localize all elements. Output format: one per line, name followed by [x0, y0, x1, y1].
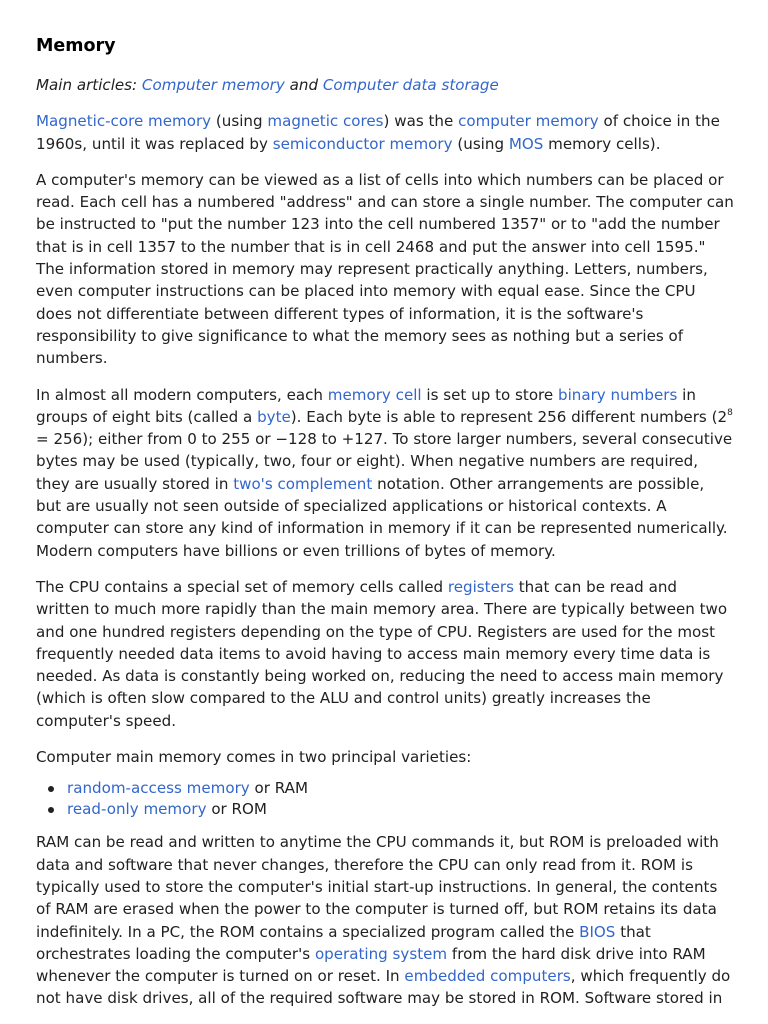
link-read-only-memory[interactable]: read-only memory: [67, 799, 207, 818]
link-magnetic-cores[interactable]: magnetic cores: [267, 112, 384, 131]
paragraph-bytes: In almost all modern computers, each memory cell is set up to store binary numbers in groups of eight bits (called a byte). Each byte is able to represent 256 different numbers $(2^8 = 256)$; either from 0 to 255 or −128 to +127. To store larger numbers, several consecutive bytes may be used (typically, two, four or eight). When negative numbers are required, they are usually stored in two's complement notation. Other arrangements are possible, but are usually not seen outside of specialized applications or historical contexts. A computer can store any kind of information in memory if it can be represented numerically. Modern computers have billions or even trillions of bytes of memory.: [36, 385, 733, 560]
list-item: random-access memory or RAM: [36, 778, 734, 799]
paragraph-memory-cells: A computer's memory can be viewed as a list of cells into which numbers can be placed or read. Each cell has a numbered "address" and can store a single number. The computer can be instructed to "put the number 123 into the cell numbered 1357" or to "add the number that is in cell 1357 to the number that is in cell 2468 and put the answer into cell 1595." The information stored in memory may represent practically anything. Letters, numbers, even computer instructions can be placed into memory with equal ease. Since the CPU does not differentiate between different types of information, it is the software's responsibility to give significance to what the memory sees as nothing but a series of numbers.: [36, 170, 734, 368]
paragraph-ram-rom: RAM can be read and written to anytime the CPU commands it, but ROM is preloaded with data and software that never changes, therefore the CPU can only read from it. ROM is typically used to store the computer's initial start-up instructions. In general, the contents of RAM are erased when the power to the computer is turned off, but ROM retains its data indefinitely. In a PC, the ROM contains a specialized program called the BIOS that orchestrates loading the computer's operating system from the hard disk drive into RAM whenever the computer is turned on or reset. In embedded computers, which frequently do not have disk drives, all of the required software may be stored in ROM. Software stored in: [36, 833, 731, 1008]
paragraph-varieties: Computer main memory comes in two principal varieties:: [36, 748, 472, 767]
section-heading: Memory: [36, 36, 116, 56]
memory-types-list: [36, 778, 734, 819]
link-binary-numbers[interactable]: binary numbers: [558, 385, 678, 404]
link-operating-system[interactable]: operating system: [314, 944, 448, 963]
paragraph-core-memory: Magnetic-core memory (using magnetic cores) was the computer memory of choice in the 1960s, until it was replaced by semiconductor memory (using MOS memory cells).: [36, 112, 720, 153]
bullet-icon: [48, 786, 54, 792]
bullet-icon: [48, 807, 54, 813]
link-computer-data-storage[interactable]: Computer data storage: [322, 76, 499, 94]
link-bios[interactable]: BIOS: [579, 922, 616, 941]
link-byte[interactable]: byte: [257, 407, 291, 426]
link-computer-memory-2[interactable]: computer memory: [458, 112, 599, 131]
paragraph-registers: The CPU contains a special set of memory cells called registers that can be read and written to much more rapidly than the main memory area. There are typically between two and one hundred registers depending on the type of CPU. Registers are used for the most frequently needed data items to avoid having to access main memory every time data is needed. As data is constantly being worked on, reducing the need to access main memory (which is often slow compared to the ALU and control units) greatly increases the computer's speed.: [36, 577, 728, 730]
link-computer-memory[interactable]: Computer memory: [141, 76, 285, 94]
link-memory-cell[interactable]: memory cell: [327, 385, 422, 404]
link-magnetic-core-memory[interactable]: Magnetic-core memory: [36, 112, 212, 131]
link-embedded-computers[interactable]: embedded computers: [404, 967, 571, 986]
link-mos[interactable]: MOS: [508, 134, 544, 153]
link-semiconductor-memory[interactable]: semiconductor memory: [272, 134, 453, 153]
article-section: [36, 32, 734, 1024]
superscript-exponent: 8: [727, 407, 733, 418]
list-item: read-only memory or ROM: [36, 799, 734, 820]
link-registers[interactable]: registers: [447, 577, 514, 596]
hatnote: Main articles: Computer memory and Computer data storage: [36, 76, 499, 94]
link-random-access-memory[interactable]: random-access memory: [67, 779, 250, 798]
link-twos-complement[interactable]: two's complement: [233, 474, 373, 493]
